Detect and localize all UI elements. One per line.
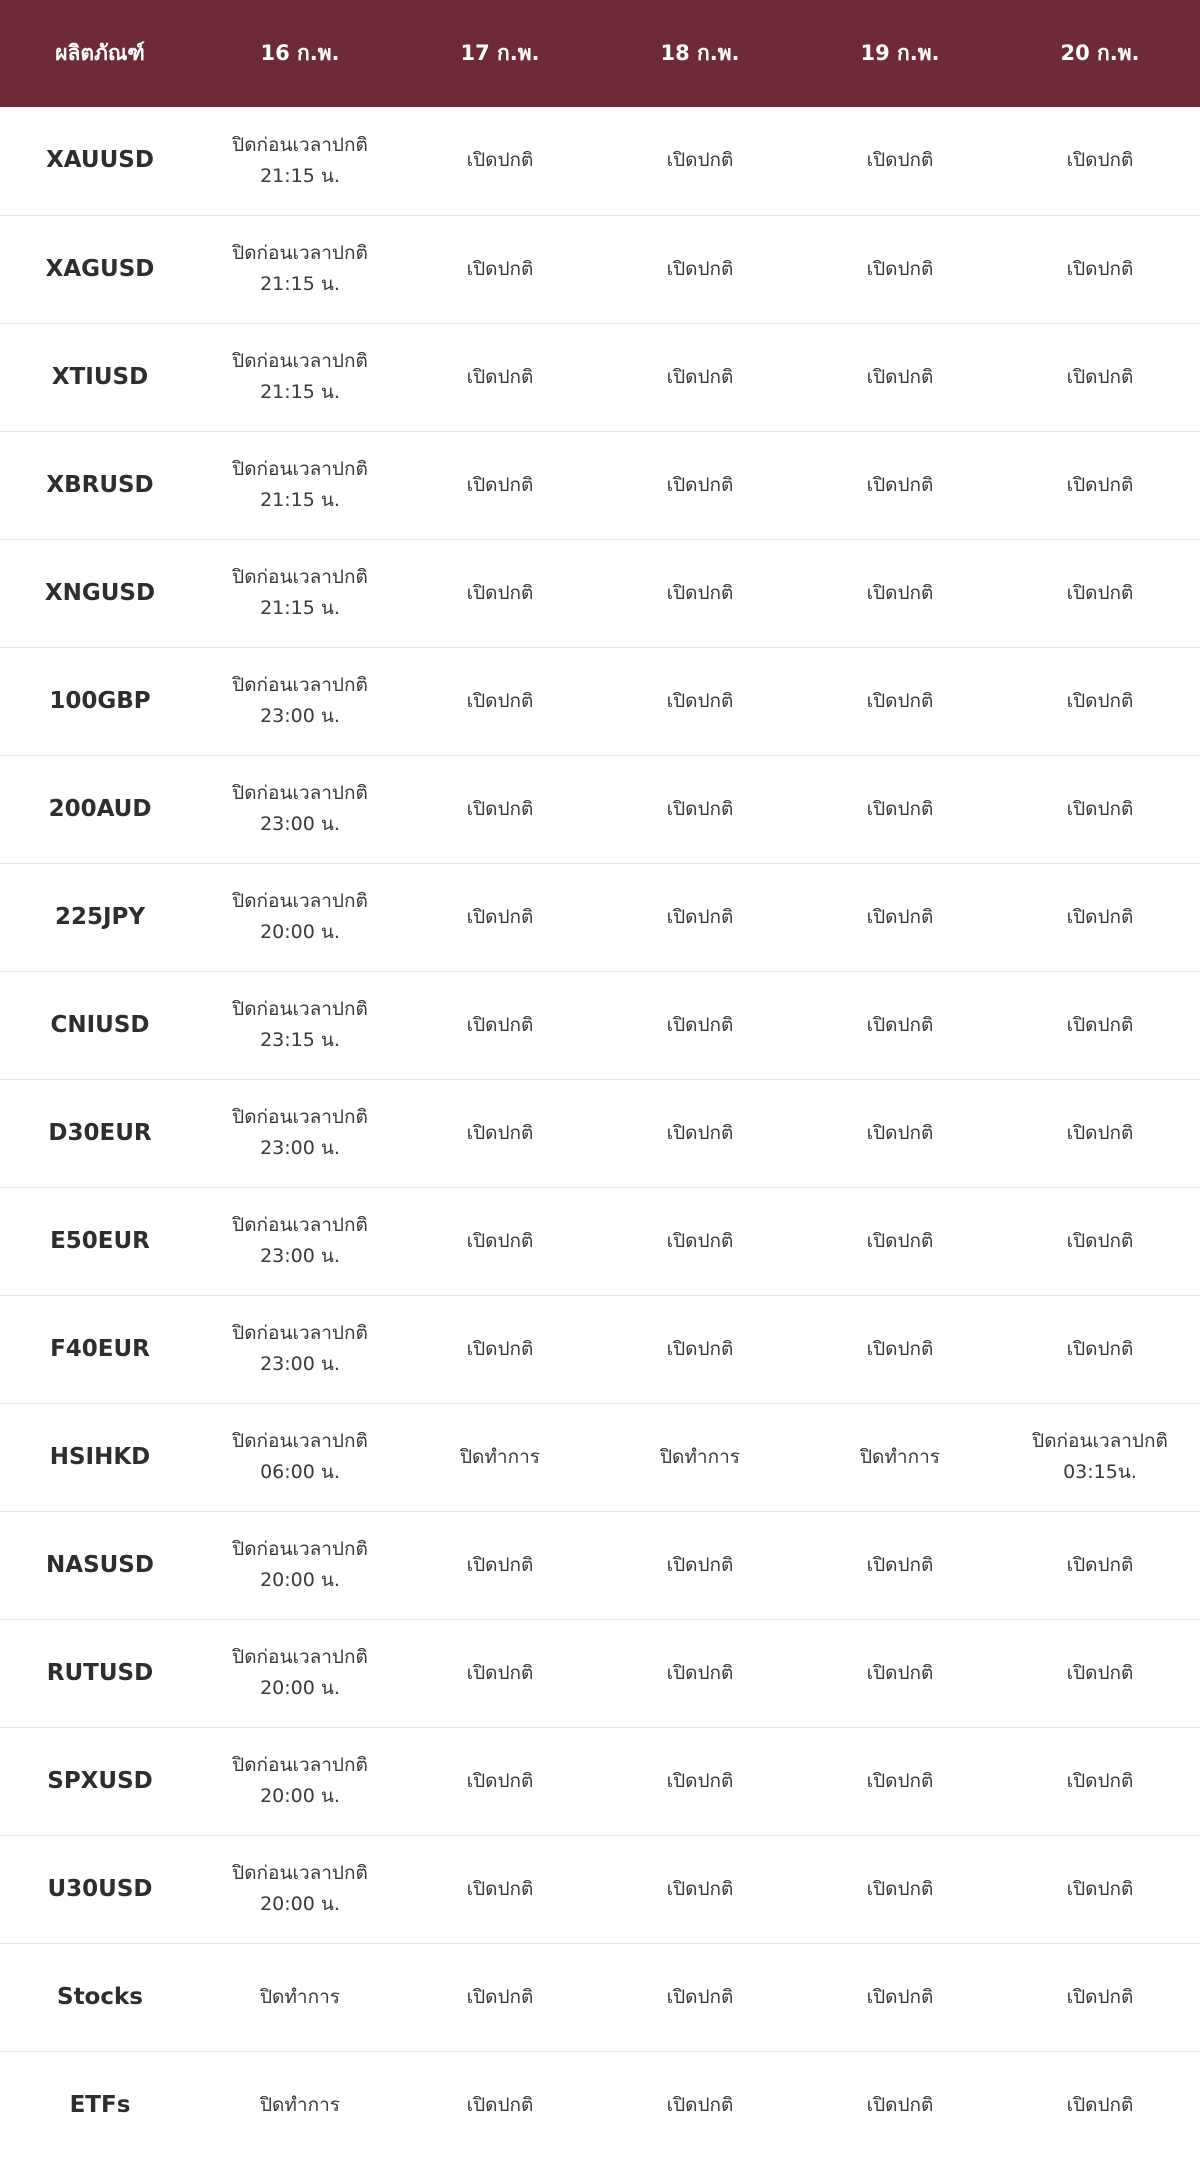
status-cell [1000, 1403, 1200, 1511]
product-name-cell: XAUUSD [46, 147, 154, 174]
status-text: เปิดปกติ [666, 1553, 734, 1576]
status-text: เปิดปกติ [666, 905, 734, 928]
status-cell [200, 323, 400, 431]
status-cell [600, 1511, 800, 1619]
status-text: เปิดปกติ [466, 1985, 534, 2008]
status-cell [800, 1835, 1000, 1943]
product-name-cell: D30EUR [48, 1119, 152, 1146]
status-text: เปิดปกติ [666, 365, 734, 388]
status-cell [400, 1403, 600, 1511]
status-cell [800, 1511, 1000, 1619]
status-cell [200, 647, 400, 755]
status-cell [800, 2051, 1000, 2159]
status-text: ปิดทำการ [660, 1445, 740, 1468]
status-cell [400, 431, 600, 539]
status-text: เปิดปกติ [866, 365, 934, 388]
status-cell [400, 215, 600, 323]
status-cell [600, 971, 800, 1079]
status-cell [200, 1403, 400, 1511]
status-cell [600, 1187, 800, 1295]
product-name-cell: RUTUSD [46, 1659, 154, 1686]
status-cell [1000, 971, 1200, 1079]
status-cell [600, 1835, 800, 1943]
table-row [0, 323, 1200, 431]
closing-time-text: 21:15 น. [260, 489, 340, 511]
status-text: ปิดก่อนเวลาปกติ [232, 350, 368, 372]
status-cell [1000, 539, 1200, 647]
status-text: ปิดก่อนเวลาปกติ [232, 566, 368, 588]
status-text: เปิดปกติ [866, 797, 934, 820]
status-text: เปิดปกติ [1066, 905, 1134, 928]
status-cell [1000, 1727, 1200, 1835]
status-text: เปิดปกติ [466, 473, 534, 496]
table-row [0, 539, 1200, 647]
status-cell [800, 431, 1000, 539]
product-name-cell: HSIHKD [49, 1443, 151, 1470]
status-cell [1000, 215, 1200, 323]
status-cell [200, 215, 400, 323]
product-name-cell: CNIUSD [50, 1011, 150, 1038]
status-cell [1000, 863, 1200, 971]
closing-time-text: 20:00 น. [260, 921, 340, 943]
table-row [0, 107, 1200, 215]
table-row [0, 1619, 1200, 1727]
table-row [0, 755, 1200, 863]
status-cell [600, 431, 800, 539]
status-text: ปิดทำการ [460, 1445, 540, 1468]
status-text: เปิดปกติ [1066, 1013, 1134, 1036]
table-row [0, 2051, 1200, 2159]
status-cell [600, 1079, 800, 1187]
status-cell [400, 2051, 600, 2159]
status-text: เปิดปกติ [866, 1769, 934, 1792]
status-text: เปิดปกติ [1066, 1661, 1134, 1684]
header-date: 19 ก.พ. [860, 41, 940, 65]
status-cell [1000, 1295, 1200, 1403]
status-text: เปิดปกติ [1066, 257, 1134, 280]
status-text: เปิดปกติ [866, 1121, 934, 1144]
status-text: ปิดก่อนเวลาปกติ [232, 782, 368, 804]
status-cell [400, 1619, 600, 1727]
status-text: เปิดปกติ [666, 1985, 734, 2008]
status-cell [200, 1511, 400, 1619]
table-row [0, 1403, 1200, 1511]
status-text: เปิดปกติ [666, 2093, 734, 2116]
header-date: 17 ก.พ. [460, 41, 540, 65]
status-text: ปิดก่อนเวลาปกติ [232, 133, 368, 156]
table-row [0, 647, 1200, 755]
status-cell [400, 647, 600, 755]
status-text: เปิดปกติ [666, 689, 734, 712]
closing-time-text: 23:00 น. [260, 1245, 340, 1267]
status-text: เปิดปกติ [466, 1229, 534, 1252]
status-cell [600, 107, 800, 215]
table-row [0, 1835, 1200, 1943]
status-cell [600, 755, 800, 863]
product-name-cell: Stocks [57, 1983, 143, 2010]
product-name-cell: F40EUR [50, 1335, 150, 1362]
status-cell [800, 1079, 1000, 1187]
status-text: เปิดปกติ [1066, 1337, 1134, 1360]
status-text: เปิดปกติ [1066, 365, 1134, 388]
status-cell [1000, 431, 1200, 539]
status-text: ปิดก่อนเวลาปกติ [232, 1322, 368, 1344]
status-cell [1000, 107, 1200, 215]
status-cell [200, 1727, 400, 1835]
status-cell [200, 1619, 400, 1727]
product-name-cell: ETFs [69, 2091, 131, 2118]
status-text: เปิดปกติ [866, 581, 934, 604]
status-text: ปิดก่อนเวลาปกติ [232, 458, 368, 480]
status-cell [1000, 1511, 1200, 1619]
status-cell [800, 647, 1000, 755]
status-cell [600, 647, 800, 755]
table-header [0, 0, 1200, 107]
closing-time-text: 20:00 น. [260, 1893, 340, 1915]
product-name-cell: XTIUSD [51, 363, 149, 390]
status-cell [400, 107, 600, 215]
status-cell [800, 215, 1000, 323]
status-cell [800, 107, 1000, 215]
status-cell [600, 1295, 800, 1403]
status-text: เปิดปกติ [466, 1121, 534, 1144]
status-text: เปิดปกติ [1066, 149, 1134, 172]
header-date: 16 ก.พ. [260, 41, 340, 65]
status-cell [600, 2051, 800, 2159]
status-cell [200, 431, 400, 539]
status-text: เปิดปกติ [666, 149, 734, 172]
status-text: ปิดทำการ [260, 2093, 340, 2116]
status-cell [600, 539, 800, 647]
status-text: เปิดปกติ [466, 257, 534, 280]
status-text: เปิดปกติ [866, 1985, 934, 2008]
status-text: เปิดปกติ [666, 581, 734, 604]
status-cell [200, 1943, 400, 2051]
status-text: เปิดปกติ [1066, 1985, 1134, 2008]
closing-time-text: 21:15 น. [260, 164, 340, 187]
status-cell [1000, 647, 1200, 755]
closing-time-text: 21:15 น. [260, 597, 340, 619]
status-cell [400, 755, 600, 863]
status-text: เปิดปกติ [866, 149, 934, 172]
product-name-cell: XNGUSD [44, 579, 156, 606]
status-cell [200, 755, 400, 863]
closing-time-text: 03:15น. [1063, 1461, 1137, 1483]
status-cell [400, 971, 600, 1079]
status-text: เปิดปกติ [466, 689, 534, 712]
status-cell [200, 539, 400, 647]
status-text: เปิดปกติ [866, 1013, 934, 1036]
status-cell [600, 1403, 800, 1511]
status-cell [400, 1511, 600, 1619]
closing-time-text: 20:00 น. [260, 1785, 340, 1807]
status-cell [400, 1727, 600, 1835]
status-text: เปิดปกติ [466, 581, 534, 604]
status-text: ปิดทำการ [260, 1985, 340, 2008]
status-text: ปิดก่อนเวลาปกติ [232, 674, 368, 696]
status-text: เปิดปกติ [866, 1877, 934, 1900]
closing-time-text: 06:00 น. [260, 1461, 340, 1483]
status-text: เปิดปกติ [1066, 473, 1134, 496]
table-row [0, 1295, 1200, 1403]
status-cell [400, 323, 600, 431]
status-cell [800, 1403, 1000, 1511]
status-cell [200, 1079, 400, 1187]
status-cell [1000, 323, 1200, 431]
status-cell [800, 1187, 1000, 1295]
table-row [0, 863, 1200, 971]
status-cell [600, 863, 800, 971]
status-cell [800, 1727, 1000, 1835]
product-name-cell: XAGUSD [45, 255, 155, 282]
status-text: เปิดปกติ [1066, 689, 1134, 712]
table-row [0, 431, 1200, 539]
status-cell [800, 863, 1000, 971]
status-text: เปิดปกติ [466, 149, 534, 172]
closing-time-text: 23:00 น. [260, 1137, 340, 1159]
status-text: เปิดปกติ [666, 797, 734, 820]
status-text: เปิดปกติ [866, 1661, 934, 1684]
table-row [0, 971, 1200, 1079]
status-text: เปิดปกติ [466, 797, 534, 820]
status-text: เปิดปกติ [466, 2093, 534, 2116]
status-text: เปิดปกติ [666, 1013, 734, 1036]
closing-time-text: 21:15 น. [260, 381, 340, 403]
closing-time-text: 20:00 น. [260, 1677, 340, 1699]
status-text: เปิดปกติ [666, 1337, 734, 1360]
status-cell [400, 1835, 600, 1943]
status-cell [400, 1079, 600, 1187]
status-text: เปิดปกติ [1066, 1769, 1134, 1792]
status-text: ปิดก่อนเวลาปกติ [232, 1106, 368, 1128]
status-text: เปิดปกติ [466, 1769, 534, 1792]
status-cell [200, 1187, 400, 1295]
status-text: ปิดก่อนเวลาปกติ [1032, 1430, 1168, 1452]
header-date: 18 ก.พ. [660, 41, 740, 65]
status-cell [200, 971, 400, 1079]
status-text: เปิดปกติ [666, 257, 734, 280]
status-text: ปิดก่อนเวลาปกติ [232, 890, 368, 912]
status-cell [400, 1295, 600, 1403]
status-cell [200, 107, 400, 215]
status-cell [200, 2051, 400, 2159]
status-text: เปิดปกติ [866, 1553, 934, 1576]
status-cell [1000, 1943, 1200, 2051]
status-cell [200, 1835, 400, 1943]
status-text: เปิดปกติ [466, 905, 534, 928]
status-cell [400, 1943, 600, 2051]
status-text: เปิดปกติ [666, 1769, 734, 1792]
status-cell [1000, 1619, 1200, 1727]
product-name-cell: XBRUSD [46, 471, 154, 498]
product-name-cell: 200AUD [48, 795, 152, 822]
status-cell [600, 1727, 800, 1835]
status-text: เปิดปกติ [466, 1877, 534, 1900]
closing-time-text: 23:00 น. [260, 705, 340, 727]
status-text: ปิดก่อนเวลาปกติ [232, 1538, 368, 1560]
product-name-cell: E50EUR [50, 1227, 150, 1254]
status-cell [1000, 755, 1200, 863]
closing-time-text: 23:15 น. [260, 1029, 340, 1051]
status-text: เปิดปกติ [466, 1337, 534, 1360]
status-text: เปิดปกติ [666, 1877, 734, 1900]
status-cell [400, 863, 600, 971]
status-text: เปิดปกติ [866, 473, 934, 496]
status-text: เปิดปกติ [666, 473, 734, 496]
status-text: เปิดปกติ [466, 1013, 534, 1036]
closing-time-text: 23:00 น. [260, 1353, 340, 1375]
status-text: เปิดปกติ [466, 1661, 534, 1684]
status-text: เปิดปกติ [466, 365, 534, 388]
closing-time-text: 20:00 น. [260, 1569, 340, 1591]
status-text: เปิดปกติ [866, 689, 934, 712]
status-cell [800, 1295, 1000, 1403]
status-cell [600, 215, 800, 323]
status-cell [1000, 1835, 1200, 1943]
status-text: เปิดปกติ [1066, 797, 1134, 820]
status-text: เปิดปกติ [666, 1661, 734, 1684]
table-row [0, 1727, 1200, 1835]
status-cell [800, 1943, 1000, 2051]
status-text: เปิดปกติ [1066, 1877, 1134, 1900]
status-text: เปิดปกติ [666, 1121, 734, 1144]
status-text: ปิดก่อนเวลาปกติ [232, 1646, 368, 1668]
table-row [0, 1943, 1200, 2051]
status-cell [400, 1187, 600, 1295]
status-text: ปิดก่อนเวลาปกติ [232, 242, 368, 264]
status-text: เปิดปกติ [466, 1553, 534, 1576]
table-row [0, 215, 1200, 323]
status-cell [400, 539, 600, 647]
product-name-cell: 100GBP [49, 687, 151, 714]
status-text: เปิดปกติ [866, 257, 934, 280]
status-text: ปิดทำการ [860, 1445, 940, 1468]
status-text: เปิดปกติ [866, 1337, 934, 1360]
status-text: เปิดปกติ [1066, 1553, 1134, 1576]
status-cell [600, 1619, 800, 1727]
status-text: ปิดก่อนเวลาปกติ [232, 1754, 368, 1776]
status-text: ปิดก่อนเวลาปกติ [232, 998, 368, 1020]
status-cell [1000, 2051, 1200, 2159]
status-cell [200, 1295, 400, 1403]
status-cell [600, 1943, 800, 2051]
status-cell [1000, 1187, 1200, 1295]
status-cell [800, 971, 1000, 1079]
product-name-cell: SPXUSD [47, 1767, 153, 1794]
status-text: เปิดปกติ [866, 905, 934, 928]
status-cell [800, 539, 1000, 647]
status-text: ปิดก่อนเวลาปกติ [232, 1214, 368, 1236]
table-row [0, 1187, 1200, 1295]
status-text: เปิดปกติ [866, 1229, 934, 1252]
closing-time-text: 23:00 น. [260, 813, 340, 835]
status-cell [200, 863, 400, 971]
table-row [0, 1079, 1200, 1187]
status-cell [800, 1619, 1000, 1727]
status-text: เปิดปกติ [1066, 1229, 1134, 1252]
status-text: เปิดปกติ [1066, 2093, 1134, 2116]
status-text: เปิดปกติ [666, 1229, 734, 1252]
table-row [0, 1511, 1200, 1619]
status-text: ปิดก่อนเวลาปกติ [232, 1862, 368, 1884]
header-date: 20 ก.พ. [1060, 41, 1140, 65]
status-cell [800, 755, 1000, 863]
header-row [0, 0, 1200, 107]
status-text: เปิดปกติ [866, 2093, 934, 2116]
status-text: เปิดปกติ [1066, 581, 1134, 604]
status-text: ปิดก่อนเวลาปกติ [232, 1430, 368, 1452]
header-product: ผลิตภัณฑ์ [55, 41, 145, 65]
product-name-cell: NASUSD [46, 1551, 154, 1578]
closing-time-text: 21:15 น. [260, 273, 340, 295]
status-cell [1000, 1079, 1200, 1187]
status-cell [600, 323, 800, 431]
product-name-cell: U30USD [47, 1875, 153, 1902]
status-text: เปิดปกติ [1066, 1121, 1134, 1144]
product-name-cell: 225JPY [54, 903, 146, 930]
table-body [0, 107, 1200, 2159]
status-cell [800, 323, 1000, 431]
